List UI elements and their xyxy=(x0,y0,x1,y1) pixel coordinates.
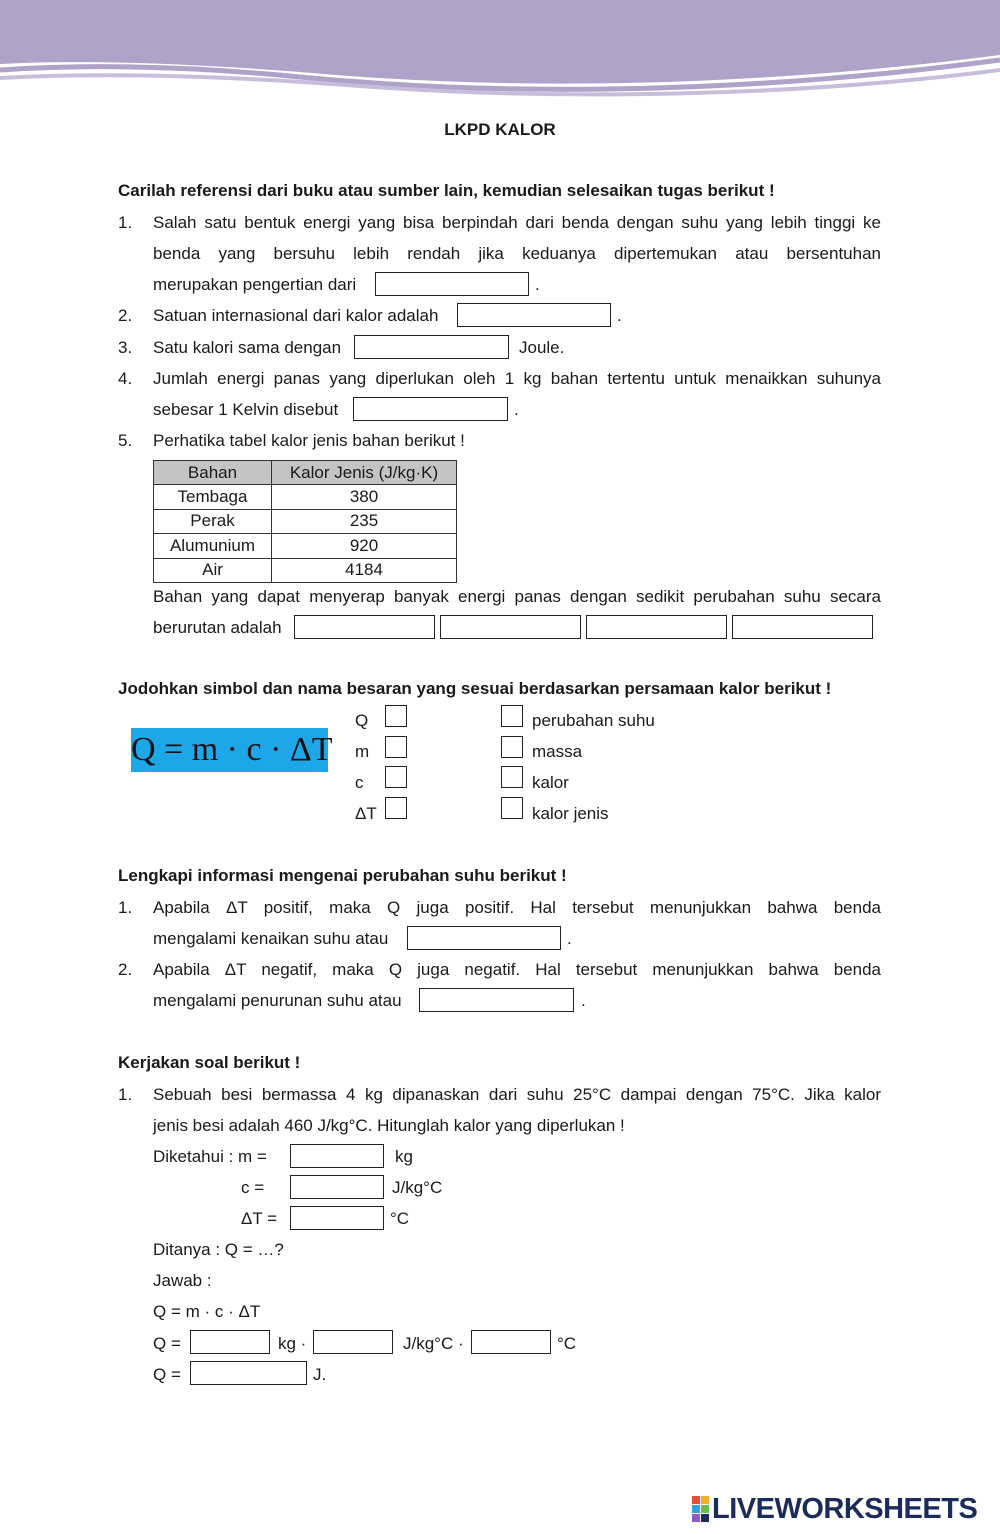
heat-formula: Q = m · c · ΔT xyxy=(131,728,328,772)
q5-answer-input-2[interactable] xyxy=(440,615,581,639)
delta-t-label: ΔT = xyxy=(241,1209,278,1228)
s3-q1-end: . xyxy=(567,929,572,948)
s3-q1-line1: Apabila ΔT positif, maka Q juga positif. Hal tersebut menunjukkan bahwa benda xyxy=(153,898,881,917)
q1-line2: benda yang bersuhu lebih rendah jika keduanya dipertemukan atau bersentuhan xyxy=(153,244,881,263)
name-kalor: kalor xyxy=(532,773,569,792)
q5-line1: Bahan yang dapat menyerap banyak energi panas dengan sedikit perubahan suhu secara xyxy=(153,587,881,606)
match-box-symbol-q[interactable] xyxy=(385,705,407,727)
s3-q2-number: 2. xyxy=(118,960,133,979)
q3-text: Satu kalori sama dengan xyxy=(153,338,342,357)
s3-q2-line2: mengalami penurunan suhu atau xyxy=(153,991,402,1010)
q-substitution-label: Q = xyxy=(153,1334,181,1353)
mass-unit: kg xyxy=(395,1147,413,1166)
s3-q1-line2: mengalami kenaikan suhu atau xyxy=(153,929,389,948)
jawab-text: Jawab : xyxy=(153,1271,212,1290)
specific-heat-table xyxy=(153,460,457,583)
symbol-m: m xyxy=(355,742,370,761)
table-cell-value: 380 xyxy=(272,485,457,509)
delta-t-unit: °C xyxy=(390,1209,410,1228)
table-cell-value: 235 xyxy=(272,509,457,533)
q4-end: . xyxy=(514,400,519,419)
q-mass-input[interactable] xyxy=(190,1330,270,1354)
section1-heading: Carilah referensi dari buku atau sumber lain, kemudian selesaikan tugas berikut ! xyxy=(118,181,775,200)
s3-q2-line1: Apabila ΔT negatif, maka Q juga negatif. Hal tersebut menunjukkan bahwa benda xyxy=(153,960,881,979)
q5-answer-input-3[interactable] xyxy=(586,615,727,639)
match-box-name-massa[interactable] xyxy=(501,736,523,758)
jkgc-dot-unit: J/kg°C · xyxy=(403,1334,464,1353)
q4-answer-input[interactable] xyxy=(353,397,508,421)
q2-end: . xyxy=(617,306,622,325)
table-row xyxy=(154,509,457,533)
q3-number: 3. xyxy=(118,338,133,357)
s3-q2-end: . xyxy=(581,991,586,1010)
q1-line1: Salah satu bentuk energi yang bisa berpindah dari benda dengan suhu yang lebih tinggi ke xyxy=(153,213,881,232)
table-cell-value: 920 xyxy=(272,534,457,558)
brand-name: LIVEWORKSHEETS xyxy=(712,1493,978,1525)
table-header-bahan: Bahan xyxy=(154,461,272,485)
s4-q1-line2: jenis besi adalah 460 J/kg°C. Hitunglah kalor yang diperlukan ! xyxy=(153,1116,625,1135)
q1-line3: merupakan pengertian dari xyxy=(153,275,357,294)
q-delta-t-input[interactable] xyxy=(471,1330,551,1354)
q3-answer-input[interactable] xyxy=(354,335,509,359)
q2-number: 2. xyxy=(118,306,133,325)
joule-unit: J. xyxy=(313,1365,327,1384)
table-row xyxy=(154,485,457,509)
section2-heading: Jodohkan simbol dan nama besaran yang sesuai berdasarkan persamaan kalor berikut ! xyxy=(118,679,832,698)
table-cell-material: Air xyxy=(154,558,272,582)
page-title: LKPD KALOR xyxy=(444,120,556,139)
match-box-name-perubahan-suhu[interactable] xyxy=(501,705,523,727)
specific-heat-input[interactable] xyxy=(290,1175,384,1199)
table-cell-material: Tembaga xyxy=(154,485,272,509)
table-header-row xyxy=(154,461,457,485)
table-cell-material: Perak xyxy=(154,509,272,533)
section4-heading: Kerjakan soal berikut ! xyxy=(118,1053,301,1072)
q5-text: Perhatika tabel kalor jenis bahan berikut ! xyxy=(153,431,465,450)
header-banner xyxy=(0,0,1000,110)
diketahui-m-label: Diketahui : m = xyxy=(153,1147,267,1166)
q4-number: 4. xyxy=(118,369,133,388)
match-box-symbol-m[interactable] xyxy=(385,736,407,758)
table-cell-value: 4184 xyxy=(272,558,457,582)
ditanya-text: Ditanya : Q = …? xyxy=(153,1240,284,1259)
q5-answer-input-1[interactable] xyxy=(294,615,435,639)
symbol-delta-t: ΔT xyxy=(355,804,377,823)
equation-text: Q = m · c · ΔT xyxy=(153,1302,261,1321)
liveworksheets-logo-icon xyxy=(692,1494,710,1524)
symbol-q: Q xyxy=(355,711,369,730)
q4-line1: Jumlah energi panas yang diperlukan oleh 1 kg bahan tertentu untuk menaikkan suhunya xyxy=(153,369,881,388)
name-kalor-jenis: kalor jenis xyxy=(532,804,609,823)
kg-dot-unit: kg · xyxy=(278,1334,307,1353)
q5-answer-input-4[interactable] xyxy=(732,615,873,639)
section3-heading: Lengkapi informasi mengenai perubahan suhu berikut ! xyxy=(118,866,567,885)
table-header-kalor-jenis: Kalor Jenis (J/kg·K) xyxy=(272,461,457,485)
q3-end: Joule. xyxy=(519,338,565,357)
q5-number: 5. xyxy=(118,431,133,450)
q-specific-heat-input[interactable] xyxy=(313,1330,393,1354)
s4-q1-line1: Sebuah besi bermassa 4 kg dipanaskan dari suhu 25°C dampai dengan 75°C. Jika kalor xyxy=(153,1085,881,1104)
mass-input[interactable] xyxy=(290,1144,384,1168)
q2-answer-input[interactable] xyxy=(457,303,611,327)
name-perubahan-suhu: perubahan suhu xyxy=(532,711,655,730)
q4-line2: sebesar 1 Kelvin disebut xyxy=(153,400,339,419)
specific-heat-unit: J/kg°C xyxy=(392,1178,443,1197)
table-row xyxy=(154,534,457,558)
name-massa: massa xyxy=(532,742,583,761)
q1-end: . xyxy=(535,275,540,294)
match-box-symbol-delta-t[interactable] xyxy=(385,797,407,819)
q1-answer-input[interactable] xyxy=(375,272,529,296)
table-row xyxy=(154,558,457,582)
q1-number: 1. xyxy=(118,213,133,232)
delta-t-input[interactable] xyxy=(290,1206,384,1230)
q5-line2: berurutan adalah xyxy=(153,618,282,637)
s3-q2-answer-input[interactable] xyxy=(419,988,574,1012)
q2-text: Satuan internasional dari kalor adalah xyxy=(153,306,439,325)
q-result-label: Q = xyxy=(153,1365,181,1384)
s4-q1-number: 1. xyxy=(118,1085,133,1104)
match-box-name-kalor-jenis[interactable] xyxy=(501,797,523,819)
symbol-c: c xyxy=(355,773,364,792)
match-box-name-kalor[interactable] xyxy=(501,766,523,788)
table-cell-material: Alumunium xyxy=(154,534,272,558)
s3-q1-number: 1. xyxy=(118,898,133,917)
celsius-unit: °C xyxy=(557,1334,577,1353)
match-box-symbol-c[interactable] xyxy=(385,766,407,788)
c-label: c = xyxy=(241,1178,265,1197)
s3-q1-answer-input[interactable] xyxy=(407,926,561,950)
q-result-input[interactable] xyxy=(190,1361,307,1385)
